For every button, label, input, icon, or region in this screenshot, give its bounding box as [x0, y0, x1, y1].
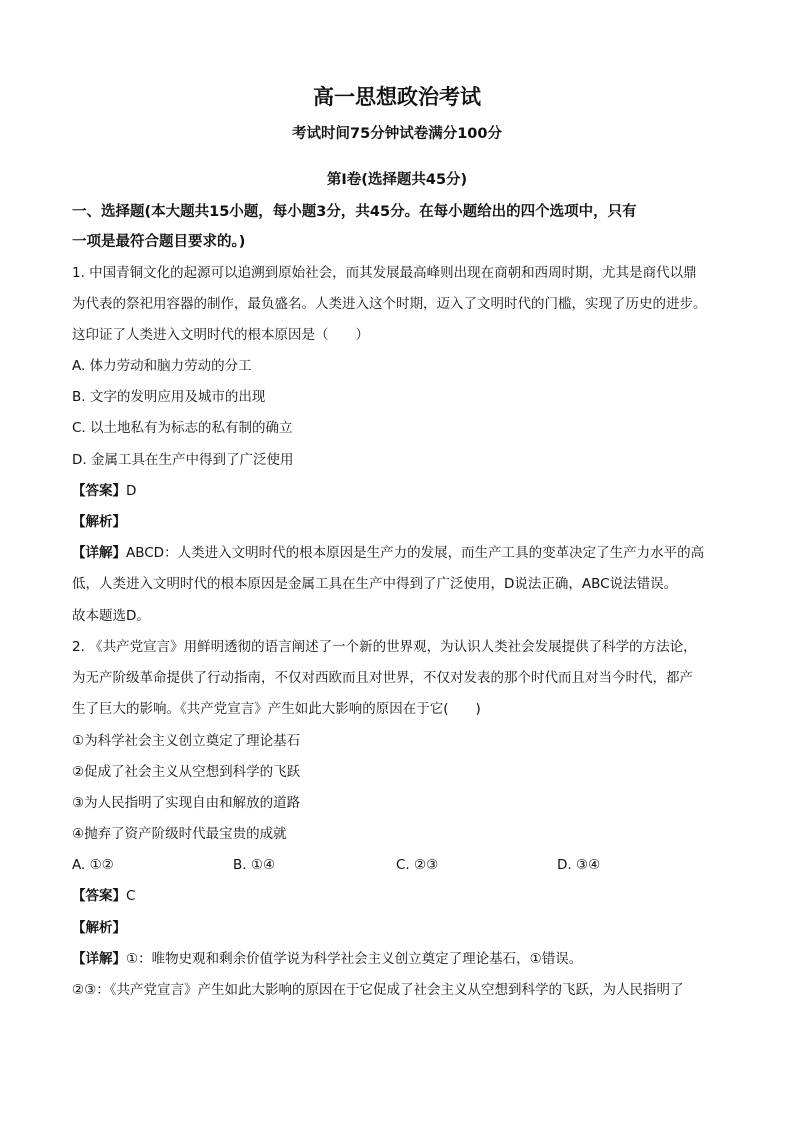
analysis-tag: 【解析】 — [72, 514, 126, 530]
q2-answer — [72, 886, 135, 906]
exam-subtitle: 考试时间75分钟试卷满分100分 — [292, 126, 502, 142]
q2-option-d: D. ③④ — [557, 857, 601, 873]
q1-option-a: A. 体力劳动和脑力劳动的分工 — [72, 358, 252, 374]
q1-stem-line-3: 这印证了人类进入文明时代的根本原因是（ ） — [72, 327, 369, 343]
q1-option-d: D. 金属工具在生产中得到了广泛使用 — [72, 452, 294, 468]
detail-tag: 【详解】 — [72, 951, 126, 967]
q2-option-c: C. ②③ — [396, 857, 439, 873]
q2-analysis — [72, 918, 126, 938]
answer-value: C — [126, 888, 136, 904]
section-heading-line-2: 一项是最符合题目要求的。) — [72, 234, 246, 250]
q2-stem-line-1: 2. 《共产党宣言》用鲜明透彻的语言阐述了一个新的世界观，为认识人类社会发展提供了科学的方法论， — [72, 639, 697, 655]
q2-item-4: ④抛弃了资产阶级时代最宝贵的成就 — [72, 826, 287, 842]
q2-detail-line-1 — [72, 949, 582, 969]
q1-stem-line-1: 1. 中国青铜文化的起源可以追溯到原始社会，而其发展最高峰则出现在商朝和西周时期，尤其是商代以鼎 — [72, 265, 697, 281]
q2-item-1: ①为科学社会主义创立奠定了理论基石 — [72, 733, 301, 749]
q1-analysis — [72, 512, 126, 532]
q2-stem-line-2: 为无产阶级革命提供了行动指南，不仅对西欧而且对世界，不仅对发表的那个时代而且对当今时代，都产 — [72, 670, 693, 686]
answer-value: D — [126, 483, 137, 499]
q2-stem-line-3: 生了巨大的影响。《共产党宣言》产生如此大影响的原因在于它( ) — [72, 701, 481, 717]
exam-title: 高一思想政治考试 — [313, 85, 481, 109]
part-heading: 第Ⅰ卷(选择题共45分) — [326, 172, 468, 188]
q1-option-b: B. 文字的发明应用及城市的出现 — [72, 389, 266, 405]
q1-conclusion: 故本题选D。 — [72, 608, 150, 624]
q2-detail-line-2: ②③：《共产党宣言》产生如此大影响的原因在于它促成了社会主义从空想到科学的飞跃，为人民指明了 — [72, 982, 684, 998]
q1-option-c: C. 以土地私有为标志的私有制的确立 — [72, 420, 293, 436]
detail-text: ABCD：人类进入文明时代的根本原因是生产力的发展，而生产工具的变革决定了生产力水平的高 — [126, 545, 705, 561]
answer-tag: 【答案】 — [72, 888, 126, 904]
q1-detail-line-1 — [72, 543, 704, 563]
analysis-tag: 【解析】 — [72, 920, 126, 936]
q2-option-b: B. ①④ — [233, 857, 276, 873]
q1-stem-line-2: 为代表的祭祀用容器的制作，最负盛名。人类进入这个时期，迈入了文明时代的门槛，实现了历史的进步。 — [72, 296, 707, 312]
q2-item-3: ③为人民指明了实现自由和解放的道路 — [72, 795, 301, 811]
detail-tag: 【详解】 — [72, 545, 126, 561]
q2-option-a: A. ①② — [72, 857, 114, 873]
q1-detail-line-2: 低，人类进入文明时代的根本原因是金属工具在生产中得到了广泛使用，D说法正确，ABC说法错误。 — [72, 576, 678, 592]
q1-answer — [72, 481, 136, 501]
detail-text: ①：唯物史观和剩余价值学说为科学社会主义创立奠定了理论基石，①错误。 — [126, 951, 583, 967]
q2-item-2: ②促成了社会主义从空想到科学的飞跃 — [72, 764, 301, 780]
section-heading-line-1: 一、选择题(本大题共15小题，每小题3分，共45分。在每小题给出的四个选项中，只有 — [72, 204, 637, 220]
answer-tag: 【答案】 — [72, 483, 126, 499]
